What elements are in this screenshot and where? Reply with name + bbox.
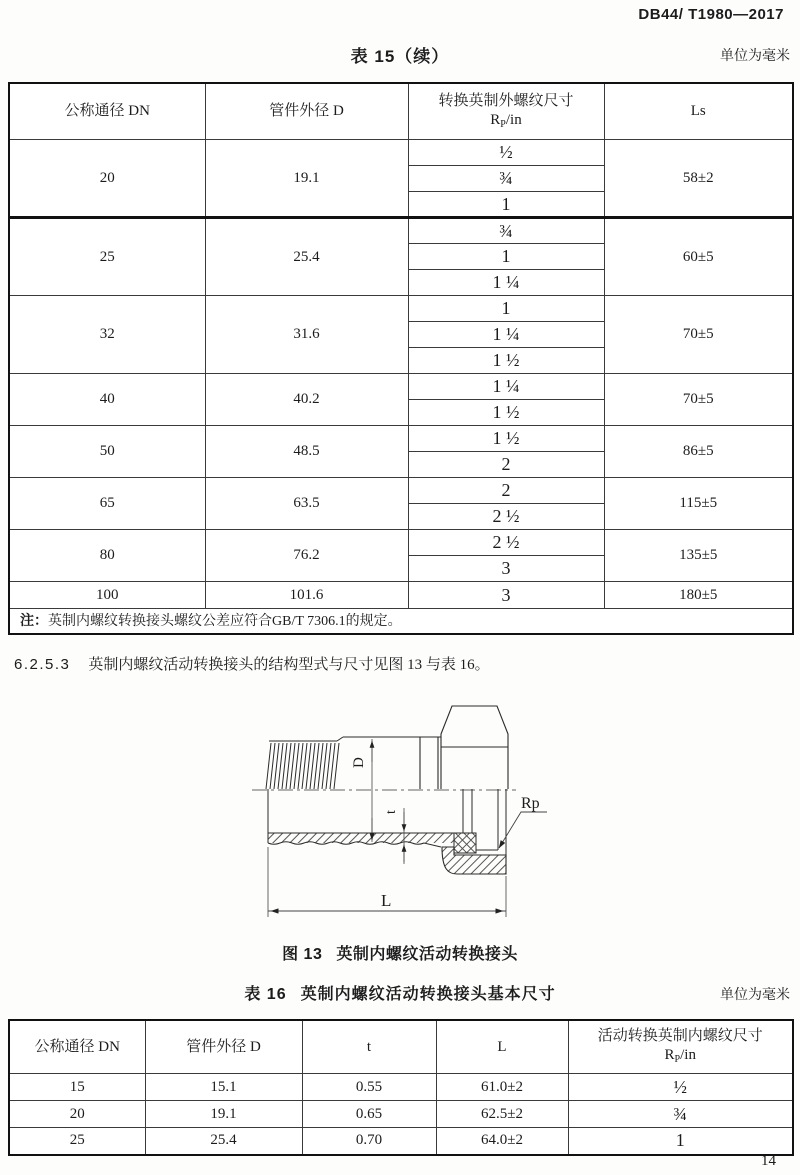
cell-thread: 2 ½ bbox=[408, 504, 604, 530]
figure13-drawing bbox=[230, 690, 590, 930]
table16-title bbox=[8, 981, 792, 1004]
cell-thread: 3 bbox=[408, 582, 604, 609]
table-row bbox=[9, 218, 793, 244]
dim-label-L: L bbox=[381, 891, 392, 910]
figure13-caption bbox=[0, 941, 800, 964]
fitting-section-drawing bbox=[230, 690, 590, 930]
cell-d: 101.6 bbox=[205, 582, 408, 609]
table16-titlebar bbox=[8, 981, 792, 1005]
table15-unit-label: 单位为毫米 bbox=[720, 49, 790, 64]
cell-thread: 1 bbox=[408, 244, 604, 270]
cell-thread: 3 bbox=[408, 556, 604, 582]
table-row bbox=[9, 1128, 793, 1155]
cell-dn: 20 bbox=[9, 1101, 145, 1128]
table16-header-thread-line2: $R_P/in$ bbox=[664, 1047, 696, 1066]
doc-number: DB44/ T1980—2017 bbox=[638, 6, 784, 23]
dim-label-t: t bbox=[384, 810, 399, 814]
cell-d: 63.5 bbox=[205, 478, 408, 530]
table15-header-thread-line1: 转换英制外螺纹尺寸 bbox=[438, 92, 574, 109]
cell-ls: 115±5 bbox=[604, 478, 793, 530]
cell-d: 15.1 bbox=[145, 1074, 302, 1101]
table15-note bbox=[9, 609, 793, 635]
cell-thread: 2 bbox=[408, 478, 604, 504]
cell-rp: ½ bbox=[568, 1074, 793, 1101]
pipe-wall-hatch bbox=[268, 833, 454, 843]
cell-ls: 135±5 bbox=[604, 530, 793, 582]
cell-thread: 2 bbox=[408, 452, 604, 478]
cell-d: 25.4 bbox=[205, 218, 408, 296]
table-row bbox=[9, 1101, 793, 1128]
cell-dn: 25 bbox=[9, 1128, 145, 1155]
cell-t: 0.65 bbox=[302, 1101, 436, 1128]
table15-header-dn: 公称通径 DN bbox=[9, 83, 205, 140]
cell-d: 76.2 bbox=[205, 530, 408, 582]
cell-thread: 1 ¼ bbox=[408, 270, 604, 296]
cell-dn: 20 bbox=[9, 140, 205, 218]
cell-ls: 180±5 bbox=[604, 582, 793, 609]
table16-header-t: t bbox=[302, 1020, 436, 1074]
note-label: 注： bbox=[20, 611, 48, 628]
dimension-D bbox=[351, 739, 372, 842]
male-thread-lines bbox=[266, 737, 343, 789]
table-row bbox=[9, 426, 793, 452]
cell-thread: ¾ bbox=[408, 218, 604, 244]
note-text: 英制内螺纹转换接头螺纹公差应符合GB/T 7306.1的规定。 bbox=[48, 613, 402, 629]
cell-thread: 1 ¼ bbox=[408, 322, 604, 348]
table-row bbox=[9, 1074, 793, 1101]
table16-title-number: 表 16 bbox=[244, 986, 287, 1003]
cell-d: 19.1 bbox=[145, 1101, 302, 1128]
table16-header-thread bbox=[568, 1020, 793, 1074]
cell-ls: 70±5 bbox=[604, 296, 793, 374]
cell-dn: 40 bbox=[9, 374, 205, 426]
cell-thread: 1 bbox=[408, 296, 604, 322]
dim-label-D: D bbox=[351, 757, 367, 768]
table15 bbox=[8, 82, 794, 635]
cell-thread: 1 ½ bbox=[408, 400, 604, 426]
cell-dn: 80 bbox=[9, 530, 205, 582]
table16-header-thread-line1: 活动转换英制内螺纹尺寸 bbox=[597, 1028, 763, 1045]
cell-d: 40.2 bbox=[205, 374, 408, 426]
figure13-caption-text: 英制内螺纹活动转换接头 bbox=[336, 946, 518, 963]
cell-dn: 15 bbox=[9, 1074, 145, 1101]
table-row bbox=[9, 530, 793, 556]
table16-header-d: 管件外径 D bbox=[145, 1020, 302, 1074]
cell-dn: 65 bbox=[9, 478, 205, 530]
page-number: 14 bbox=[761, 1153, 776, 1169]
cell-l: 61.0±2 bbox=[436, 1074, 568, 1101]
cell-thread: ¾ bbox=[408, 166, 604, 192]
cell-ls: 70±5 bbox=[604, 374, 793, 426]
cell-dn: 32 bbox=[9, 296, 205, 374]
figure13-caption-number: 图 13 bbox=[282, 946, 323, 963]
table15-header-ls: Ls bbox=[604, 83, 793, 140]
table-row bbox=[9, 582, 793, 609]
table15-note-row bbox=[9, 609, 793, 635]
table-row bbox=[9, 374, 793, 400]
table16-header-l: L bbox=[436, 1020, 568, 1074]
cell-l: 62.5±2 bbox=[436, 1101, 568, 1128]
cell-rp: ¾ bbox=[568, 1101, 793, 1128]
cell-thread: ½ bbox=[408, 140, 604, 166]
cell-dn: 100 bbox=[9, 582, 205, 609]
cell-thread: 1 ½ bbox=[408, 348, 604, 374]
cell-l: 64.0±2 bbox=[436, 1128, 568, 1155]
table15-header-thread-line2: $R_P/in$ bbox=[490, 111, 522, 130]
cell-t: 0.55 bbox=[302, 1074, 436, 1101]
cell-ls: 86±5 bbox=[604, 426, 793, 478]
hex-nut-outline bbox=[441, 706, 508, 789]
table15-titlebar bbox=[8, 42, 792, 66]
cell-d: 19.1 bbox=[205, 140, 408, 218]
cell-dn: 25 bbox=[9, 218, 205, 296]
cell-d: 48.5 bbox=[205, 426, 408, 478]
label-Rp: Rp bbox=[521, 795, 540, 812]
table15-header-thread bbox=[408, 83, 604, 140]
table16-title-text: 英制内螺纹活动转换接头基本尺寸 bbox=[300, 986, 556, 1003]
cell-d: 31.6 bbox=[205, 296, 408, 374]
table15-title: 表 15（续） bbox=[350, 47, 450, 66]
table15-header-d: 管件外径 D bbox=[205, 83, 408, 140]
clause-number: 6.2.5.3 bbox=[14, 656, 71, 673]
cell-thread: 1 ¼ bbox=[408, 374, 604, 400]
cell-thread: 2 ½ bbox=[408, 530, 604, 556]
table-row bbox=[9, 140, 793, 166]
cell-ls: 60±5 bbox=[604, 218, 793, 296]
cell-thread: 1 bbox=[408, 192, 604, 218]
cell-rp: 1 bbox=[568, 1128, 793, 1155]
table16-header-dn: 公称通径 DN bbox=[9, 1020, 145, 1074]
section-view bbox=[268, 789, 506, 874]
cell-dn: 50 bbox=[9, 426, 205, 478]
clause-6-2-5-3 bbox=[14, 653, 490, 674]
cell-thread: 1 ½ bbox=[408, 426, 604, 452]
table-row bbox=[9, 296, 793, 322]
table16-unit-label: 单位为毫米 bbox=[720, 988, 790, 1003]
cell-d: 25.4 bbox=[145, 1128, 302, 1155]
clause-text: 英制内螺纹活动转换接头的结构型式与尺寸见图 13 与表 16。 bbox=[88, 657, 490, 673]
cell-ls: 58±2 bbox=[604, 140, 793, 218]
table-row bbox=[9, 478, 793, 504]
cell-t: 0.70 bbox=[302, 1128, 436, 1155]
table16 bbox=[8, 1019, 794, 1156]
